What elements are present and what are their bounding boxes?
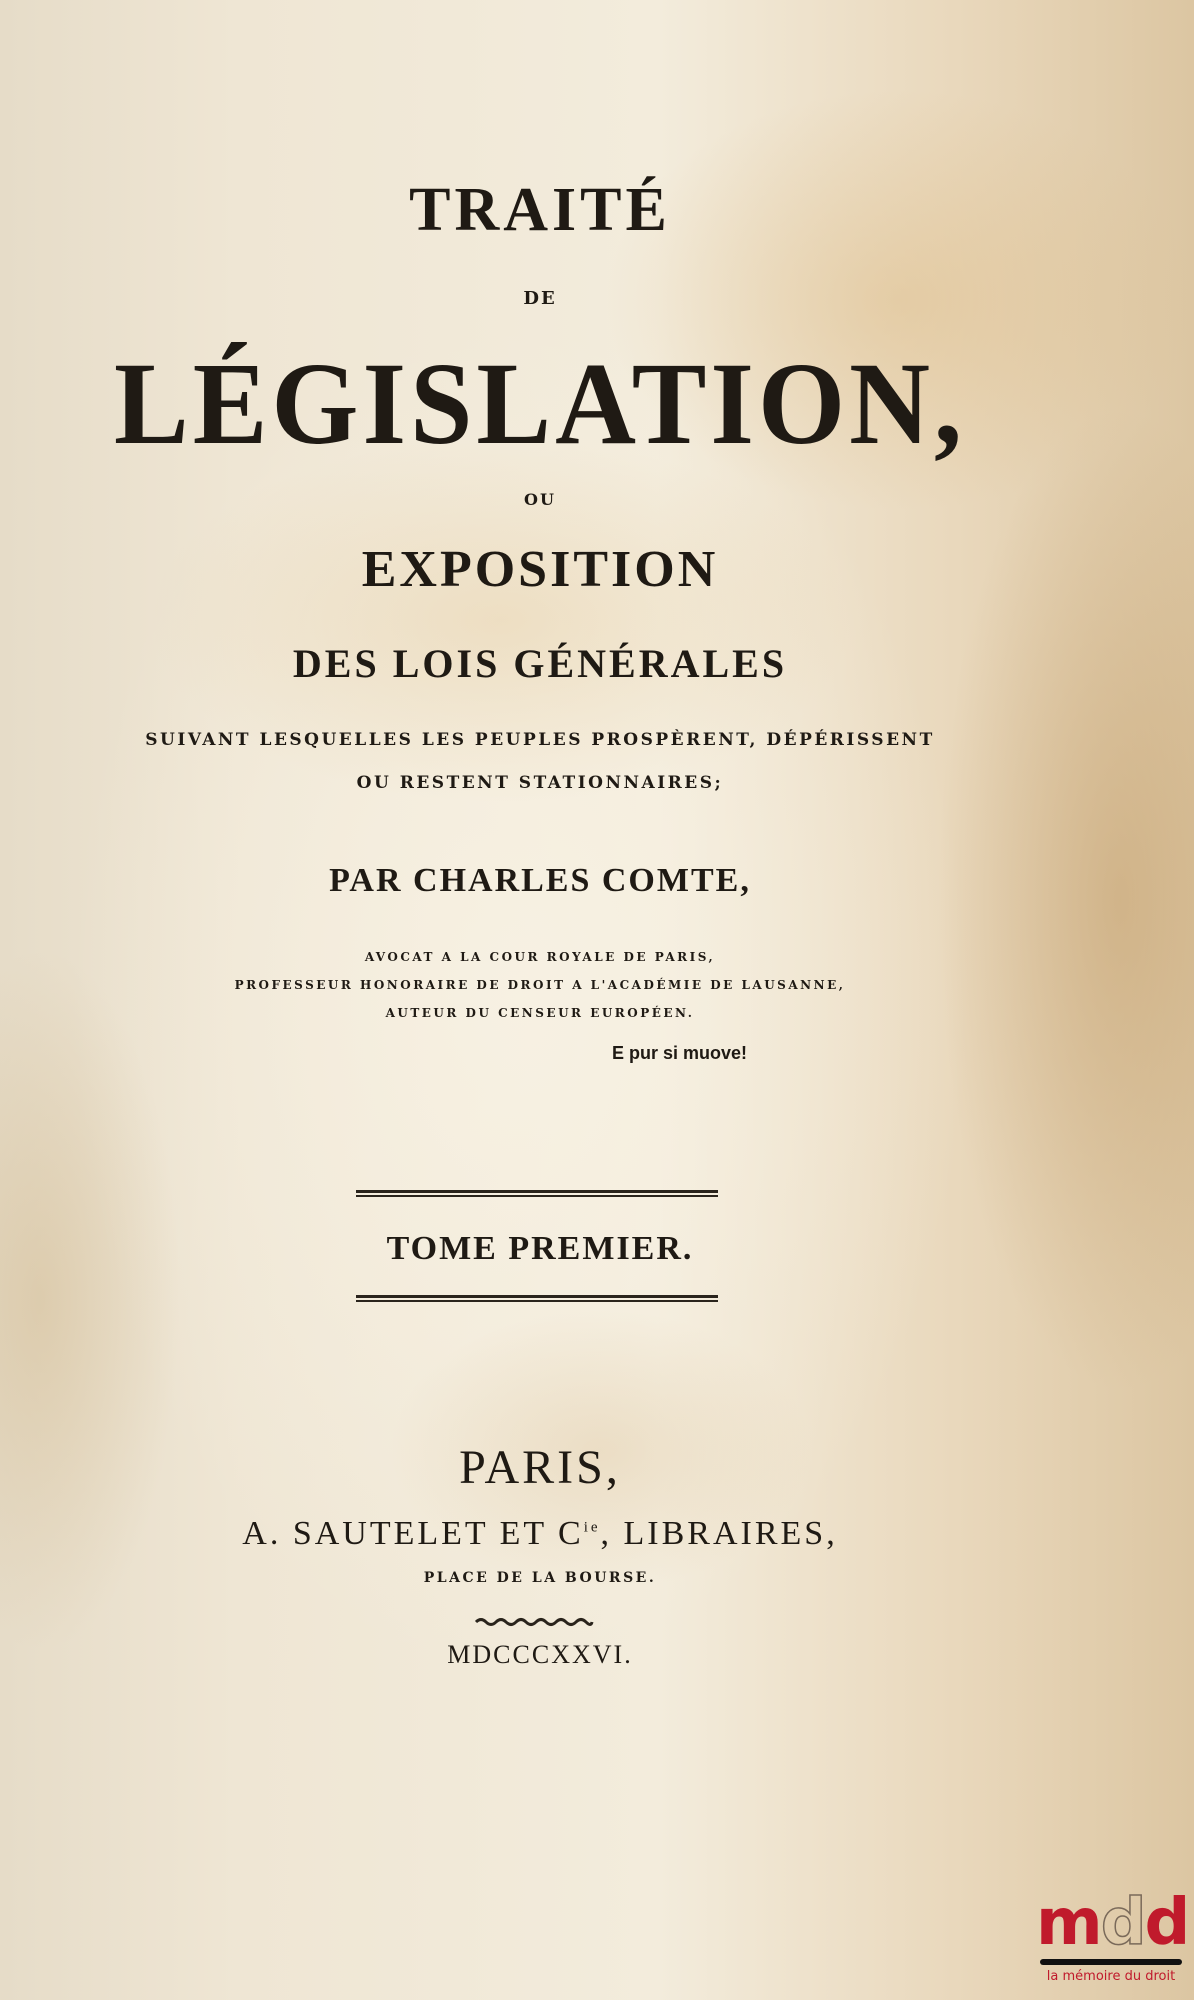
mdd-watermark-logo bbox=[1036, 1886, 1189, 1984]
title: TRAITÉ bbox=[409, 176, 671, 244]
subtitle: DES LOIS GÉNÉRALES bbox=[292, 641, 788, 686]
logo-tagline: la mémoire du droit bbox=[1046, 1969, 1176, 1984]
epigraph: E pur si muove! bbox=[612, 1043, 748, 1063]
imprint-address: PLACE DE LA BOURSE. bbox=[423, 1570, 657, 1586]
imprint-publisher bbox=[0, 1515, 1080, 1553]
logo-letter: d bbox=[1100, 1886, 1145, 1960]
author-credential: AUTEUR DU CENSEUR EUROPÉEN. bbox=[385, 1006, 695, 1020]
mdd-logo-icon bbox=[1036, 1886, 1189, 1960]
volume-label: TOME PREMIER. bbox=[386, 1230, 694, 1267]
logo-letter: m bbox=[1036, 1886, 1101, 1960]
author-credential: PROFESSEUR HONORAIRE DE DROIT A L'ACADÉMIE DE LAUSANNE, bbox=[234, 978, 846, 992]
subtitle-line-2: OU RESTENT STATIONNAIRES; bbox=[356, 773, 724, 793]
logo-letter: d bbox=[1144, 1886, 1189, 1960]
rule-divider bbox=[356, 1190, 718, 1197]
subtitle-line-1: SUIVANT LESQUELLES LES PEUPLES PROSPÈRENT, DÉPÉRISSENT bbox=[145, 730, 935, 750]
publisher-suffix: , LIBRAIRES, bbox=[600, 1515, 838, 1552]
author-credential: AVOCAT A LA COUR ROYALE DE PARIS, bbox=[364, 950, 716, 964]
publisher-name: A. SAUTELET ET C bbox=[242, 1515, 584, 1552]
author: PAR CHARLES COMTE, bbox=[329, 862, 751, 899]
wavy-ornament-icon bbox=[474, 1617, 594, 1627]
imprint-city: PARIS, bbox=[459, 1441, 621, 1494]
alt-title: EXPOSITION bbox=[361, 541, 719, 598]
title-subject: LÉGISLATION, bbox=[114, 338, 966, 470]
rule-divider bbox=[356, 1295, 718, 1302]
imprint-year: MDCCCXXVI. bbox=[447, 1640, 633, 1669]
publisher-sup: ie bbox=[583, 1519, 601, 1536]
title-connector-de: DE bbox=[523, 288, 557, 309]
title-connector-ou: OU bbox=[524, 490, 556, 509]
